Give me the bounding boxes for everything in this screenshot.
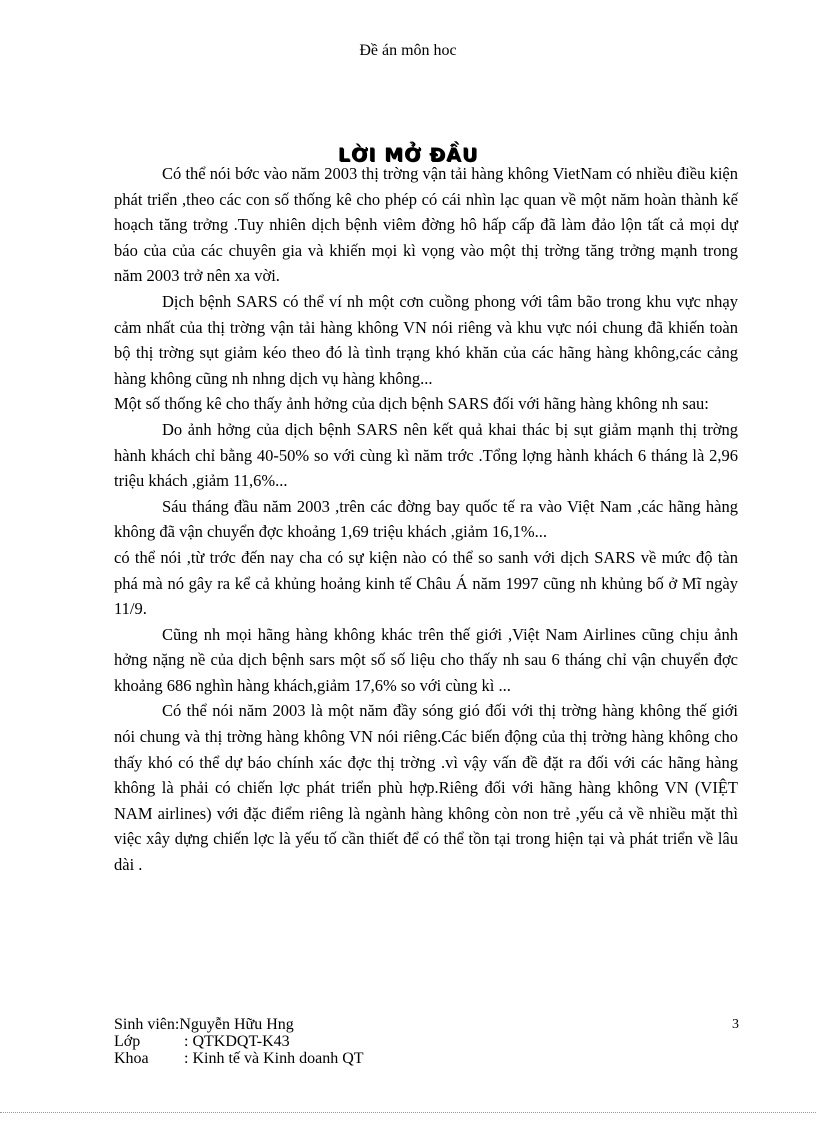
footer-class-value: : QTKDQT-K43 <box>184 1033 290 1050</box>
footer-faculty-row <box>114 1050 364 1067</box>
footer-student-row <box>114 1016 364 1033</box>
footer-student-value: Nguyễn Hữu Hng <box>179 1016 294 1033</box>
paragraph: Dịch bệnh SARS có thể ví nh một cơn cuồng phong với tâm bão trong khu vực nhạy cảm nhất của thị trờng vận tải hàng không VN nói riêng và khu vực nói chung đã khiến toàn bộ thị trờng sụt giảm kéo theo đó là tình trạng khó khăn của các hãng hàng không,các cảng hàng không cũng nh nhng dịch vụ hàng không... <box>114 291 738 388</box>
paragraph: Có thể nói bớc vào năm 2003 thị trờng vận tải hàng không VietNam có nhiều điều kiện phát triển ,theo các con số thống kê cho phép có cái nhìn lạc quan về một năm hoàn thành kế hoạch tăng trởng .Tuy nhiên dịch bệnh viêm đờng hô hấp cấp đã làm đảo lộn tất cả mọi dự báo của của các chuyên gia và khiến mọi kì vọng vào một thị trờng tăng trởng mạnh trong năm 2003 trở nên xa vời. <box>114 164 738 286</box>
document-body <box>114 161 738 878</box>
footer-student-label: Sinh viên: <box>114 1016 180 1033</box>
footer-class-label: Lớp <box>114 1033 141 1050</box>
paragraph: Cũng nh mọi hãng hàng không khác trên thế giới ,Việt Nam Airlines cũng chịu ảnh hởng nặng nề của dịch bệnh sars một số số liệu cho thấy nh sau 6 tháng chỉ vận chuyển đợc khoảng 686 nghìn hàng khách,giảm 17,6% so với cùng kì ... <box>114 624 738 695</box>
page-footer <box>114 1016 364 1067</box>
paragraph: Do ảnh hởng của dịch bệnh SARS nên kết quả khai thác bị sụt giảm mạnh thị trờng hành khách chỉ bằng 40-50% so với cùng kì năm trớc .Tổng lợng hành khách 6 tháng là 2,96 triệu khách ,giảm 11,6%... <box>114 419 738 491</box>
footer-faculty-value: : Kinh tế và Kinh doanh QT <box>184 1050 364 1067</box>
page-header: Đề án môn hoc <box>359 42 457 59</box>
paragraph: Sáu tháng đầu năm 2003 ,trên các đờng bay quốc tế ra vào Việt Nam ,các hãng hàng không đã vận chuyển đợc khoảng 1,69 triệu khách ,giảm 16,1%... <box>114 496 738 542</box>
paragraph: có thể nói ,từ trớc đến nay cha có sự kiện nào có thể so sanh với dịch SARS về mức độ tàn phá mà nó gây ra kể cả khủng hoảng kinh tế Châu Á năm 1997 cũng nh khủng bố ở Mĩ ngày 11/9. <box>114 547 738 619</box>
paragraph: Một số thống kê cho thấy ảnh hởng của dịch bệnh SARS đối với hãng hàng không nh sau: <box>114 394 709 414</box>
page-number: 3 <box>732 1017 739 1032</box>
page-divider <box>0 1112 816 1113</box>
document-heading: LỜI MỞ ĐẦU <box>337 144 479 166</box>
paragraph: Có thể nói năm 2003 là một năm đầy sóng gió đối với thị trờng hàng không thế giới nói chung và thị trờng hàng không VN nói riêng.Các biến động của thị trờng hàng không cho thấy khó có thể dự báo chính xác đợc thị trờng .vì vậy vấn đề đặt ra đối với các hãng hàng không là phải có chiến lợc phát triển phù hợp.Riêng đối với hãng hàng không VN (VIỆT NAM airlines) với đặc điểm riêng là ngành hàng không còn non trẻ ,yếu cả về nhiều mặt thì việc xây dựng chiến lợc là yếu tố cần thiết để có thể tồn tại trong hiện tại và phát triển về lâu dài . <box>114 701 738 875</box>
footer-faculty-label: Khoa <box>114 1050 149 1067</box>
footer-class-row <box>114 1033 364 1050</box>
